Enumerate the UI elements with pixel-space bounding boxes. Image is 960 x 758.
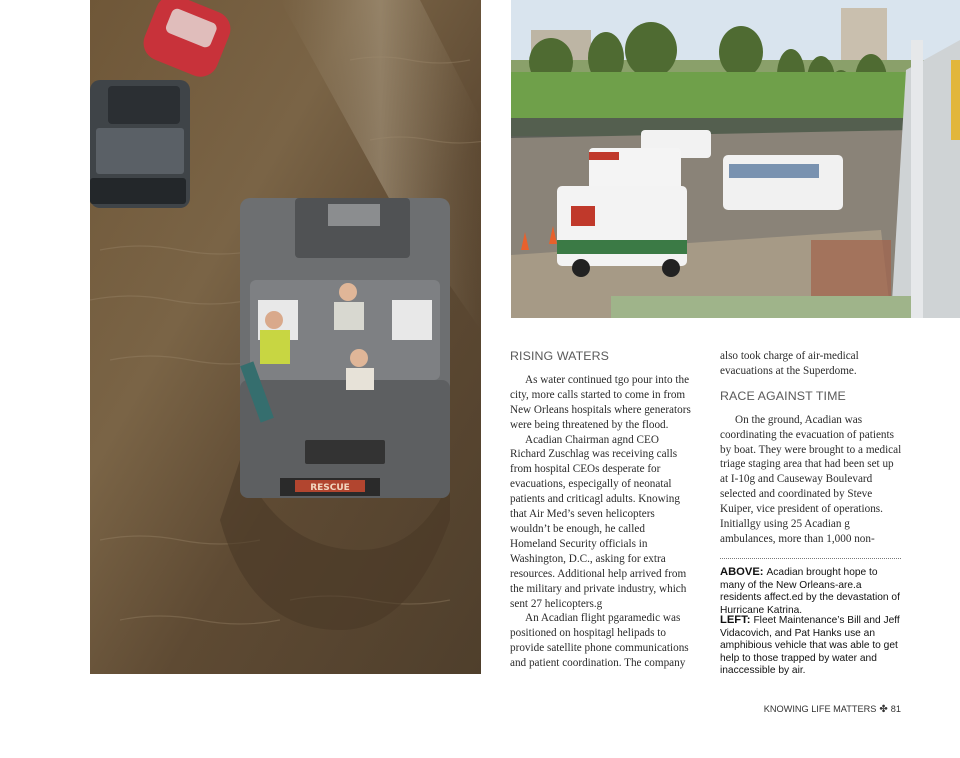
section-heading-race-against-time: RACE AGAINST TIME bbox=[720, 388, 846, 403]
caption-above bbox=[720, 566, 904, 617]
paragraph-3: An Acadian flight pgaramedic was positioned on hospitagl helipads to provide satellite phone communications and patient coordination. The company bbox=[510, 612, 689, 670]
caption-left-label: LEFT: bbox=[720, 614, 751, 626]
caption-above-label: ABOVE: bbox=[720, 566, 764, 578]
photo-amphibious-rescue-vehicle bbox=[90, 0, 481, 674]
footer-separator-icon: ✤ bbox=[879, 704, 888, 715]
page-footer bbox=[764, 704, 901, 715]
paragraph-4: On the ground, Acadian was coordinating the evacuation of patients by boat. They were brought to a medical triage staging area that had been set up at I-10g and Causeway Boulevard selected and coordinated by Steve Kuiper, vice president of operations. Initiallgy using 25 Acadian g ambulances, more than 1,000 non- bbox=[720, 413, 902, 545]
section-heading-rising-waters: RISING WATERS bbox=[510, 349, 610, 363]
paragraph-2: Acadian Chairman agnd CEO Richard Zuschlag was receiving calls from hospital CEOs desperate for evacuations, especigally of neonatal patients and criticagl adults. Knowing that Air Med’s seven helicopters wouldn’t be enough, he called Homeland Security officials in Washington, D.C., asking for extra resources. Additional help arrived from the military and private industry, which sent 27 helicopters.g bbox=[510, 433, 687, 610]
page-number: 81 bbox=[890, 704, 901, 714]
caption-left bbox=[720, 614, 904, 678]
article-column-right bbox=[720, 349, 902, 547]
caption-divider bbox=[720, 558, 901, 559]
caption-above-text: Acadian brought hope to many of the New Orleans-are.a residents affect.ed by the devastation of Hurricane Katrina. bbox=[720, 567, 900, 616]
caption-left-text: Fleet Maintenance’s Bill and Jeff Vidacovich, and Pat Hanks use an amphibious vehicle that was able to get help to those trapped by water and inaccessible by air. bbox=[720, 615, 900, 677]
paragraph-continuation: also took charge of air-medical evacuations at the Superdome. bbox=[720, 350, 859, 377]
footer-publication: KNOWING LIFE MATTERS bbox=[763, 704, 877, 714]
paragraph-1: As water continued tgo pour into the city, more calls started to come in from New Orleans hospitals where generators were being threatened by the flood. bbox=[510, 373, 691, 431]
photo-triage-staging-area bbox=[511, 0, 960, 318]
rescue-plate-text: RESCUE bbox=[310, 483, 350, 493]
article-column-left bbox=[510, 349, 694, 671]
